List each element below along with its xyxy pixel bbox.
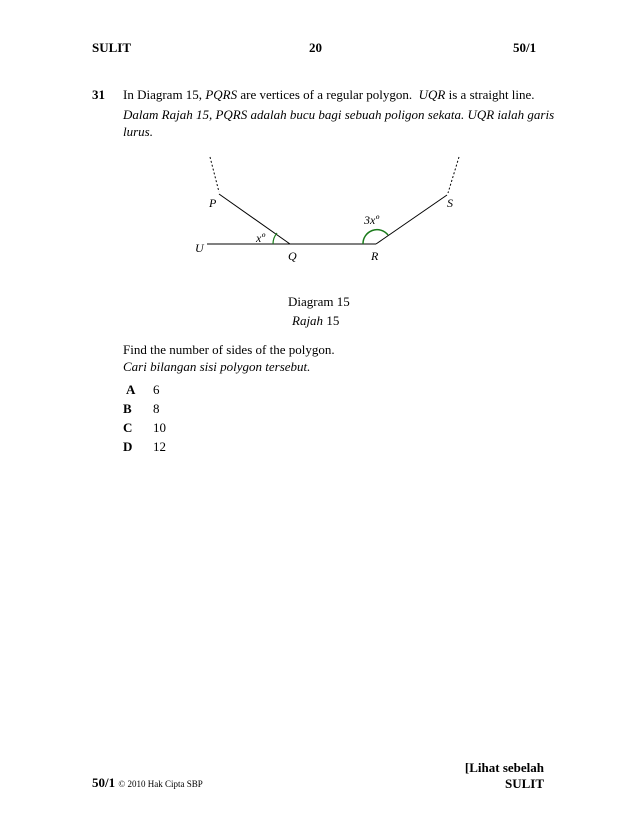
footer-right <box>465 760 544 792</box>
footer-copyright: © 2010 Hak Cipta SBP <box>118 779 203 789</box>
dashed-extension-right <box>448 157 459 193</box>
stem-part-3: are vertices of a regular polygon. <box>240 87 413 102</box>
option-letter: A <box>126 382 136 397</box>
stem-part-5: is a straight line. <box>448 87 535 102</box>
stem-part-pqrs: PQRS <box>205 87 238 102</box>
page-number: 20 <box>309 40 322 55</box>
side-rs <box>376 195 447 244</box>
option-letter: B <box>123 401 132 416</box>
footer-left <box>92 775 203 791</box>
prompt-en: Find the number of sides of the polygon. <box>123 342 335 357</box>
option-letter: D <box>123 439 133 454</box>
option-letter: C <box>123 420 133 435</box>
option-value: 10 <box>153 420 166 435</box>
prompt-ms: Cari bilangan sisi polygon tersebut. <box>123 359 311 374</box>
label-angle-x: xº <box>256 231 266 245</box>
label-q: Q <box>288 249 297 263</box>
side-pq <box>219 194 290 244</box>
footer-sulit: SULIT <box>504 776 544 791</box>
angle-x-arc <box>273 233 277 244</box>
footer-code: 50/1 <box>92 775 116 790</box>
option-value: 12 <box>153 439 166 454</box>
polygon-diagram <box>180 150 480 275</box>
label-p: P <box>209 196 217 210</box>
caption-ms-number: 15 <box>326 313 340 328</box>
stem-part-1: In Diagram 15, <box>123 87 203 102</box>
question-stem-en <box>123 86 535 103</box>
diagram-caption-ms <box>292 312 339 329</box>
footer-see-next: [Lihat sebelah <box>464 760 544 775</box>
diagram-caption-en: Diagram 15 <box>288 294 350 309</box>
label-u: U <box>195 241 204 255</box>
label-s: S <box>447 196 453 210</box>
header-left: SULIT <box>92 40 132 55</box>
question-number: 31 <box>92 87 105 102</box>
dashed-extension-left <box>210 157 219 192</box>
label-r: R <box>371 249 379 263</box>
header-right: 50/1 <box>513 40 537 55</box>
stem-part-uqr: UQR <box>418 87 446 102</box>
question-stem-ms-line1: Dalam Rajah 15, PQRS adalah bucu bagi sebuah poligon sekata. UQR ialah garis <box>123 107 555 122</box>
option-value: 6 <box>153 382 160 397</box>
angle-3x-arc <box>363 230 388 244</box>
question-stem-ms-line2: lurus. <box>123 124 153 139</box>
label-angle-3x: 3xº <box>364 213 380 227</box>
option-value: 8 <box>153 401 160 416</box>
caption-ms-word: Rajah <box>292 313 324 328</box>
